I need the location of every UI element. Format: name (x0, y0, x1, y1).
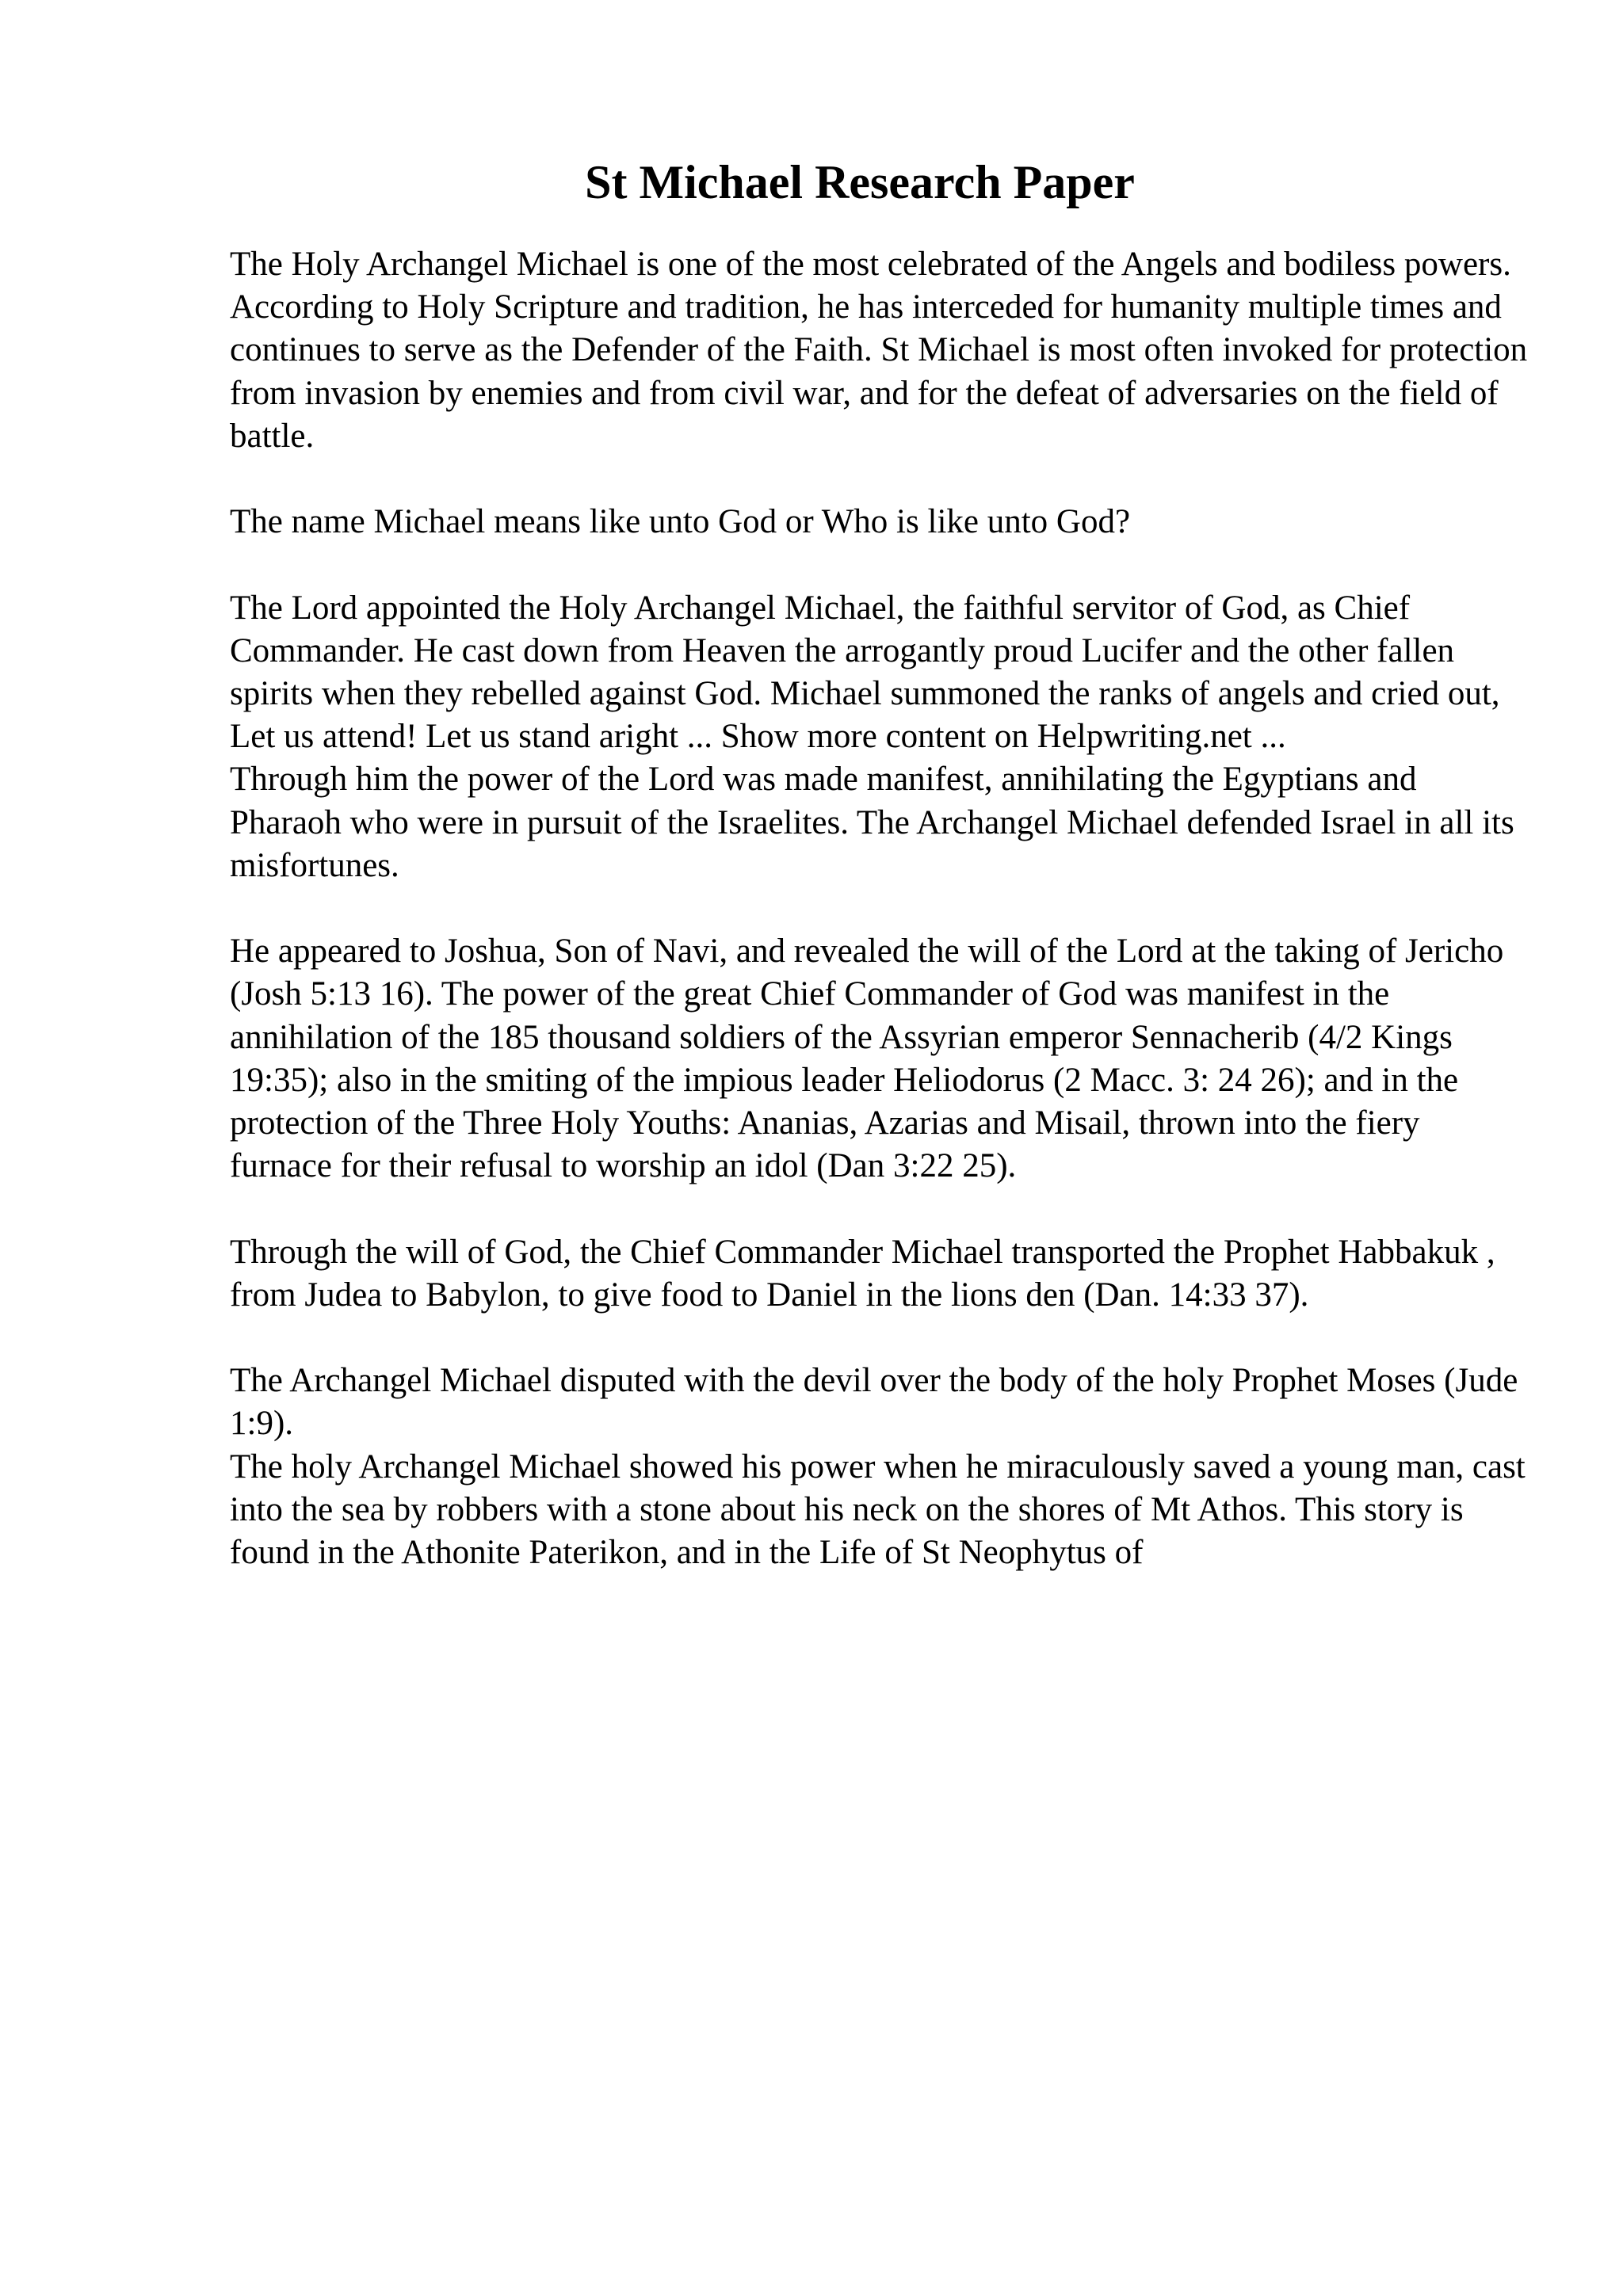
paragraph-gap (230, 1317, 1529, 1360)
paragraph-moses: The Archangel Michael disputed with the devil over the body of the holy Prophet Moses (Jude 1:9). (230, 1362, 1518, 1443)
paragraph-habbakuk: Through the will of God, the Chief Commander Michael transported the Prophet Habbakuk , from Judea to Babylon, to give food to Daniel in the lions den (Dan. 14:33 37). (230, 1233, 1495, 1314)
paragraph-gap (230, 1188, 1529, 1230)
paragraph-chief-commander: The Lord appointed the Holy Archangel Michael, the faithful servitor of God, as Chief Commander. He cast down from Heaven the arrogantly proud Lucifer and the other fallen spirits when they rebelled against God. Michael summoned the ranks of angels and cried out, Let us attend! Let us stand aright ... Show more content on Helpwriting.net ... (230, 589, 1500, 756)
paragraph-gap (230, 887, 1529, 930)
document-body (230, 243, 1529, 1574)
paragraph-joshua: He appeared to Joshua, Son of Navi, and revealed the will of the Lord at the taking of Jericho (Josh 5:13 16). The power of the great Chief Commander of God was manifest in the annihilation of the 185 thousand soldiers of the Assyrian emperor Sennacherib (4/2 Kings 19:35); also in the smiting of the impious leader Heliodorus (2 Macc. 3: 24 26); and in the protection of the Three Holy Youths: Ananias, Azarias and Misail, thrown into the fiery furnace for their refusal to worship an idol (Dan 3:22 25). (230, 933, 1504, 1185)
paragraph-gap (230, 458, 1529, 501)
paragraph-mt-athos: The holy Archangel Michael showed his power when he miraculously saved a young man, cast into the sea by robbers with a stone about his neck on the shores of Mt Athos. This story is found in the Athonite Paterikon, and in the Life of St Neophytus of (230, 1447, 1526, 1572)
paragraph-name-meaning: The name Michael means like unto God or Who is like unto God? (230, 503, 1131, 541)
document-title: St Michael Research Paper (585, 156, 1135, 208)
paragraph-egyptians: Through him the power of the Lord was made manifest, annihilating the Egyptians and Pharaoh who were in pursuit of the Israelites. The Archangel Michael defended Israel in all its misfortunes. (230, 761, 1514, 884)
paragraph-intro: The Holy Archangel Michael is one of the most celebrated of the Angels and bodiless powers. According to Holy Scripture and tradition, he has interceded for humanity multiple times and continues to serve as the Defender of the Faith. St Michael is most often invoked for protection from invasion by enemies and from civil war, and for the defeat of adversaries on the field of battle. (230, 246, 1528, 455)
paragraph-gap (230, 543, 1529, 586)
